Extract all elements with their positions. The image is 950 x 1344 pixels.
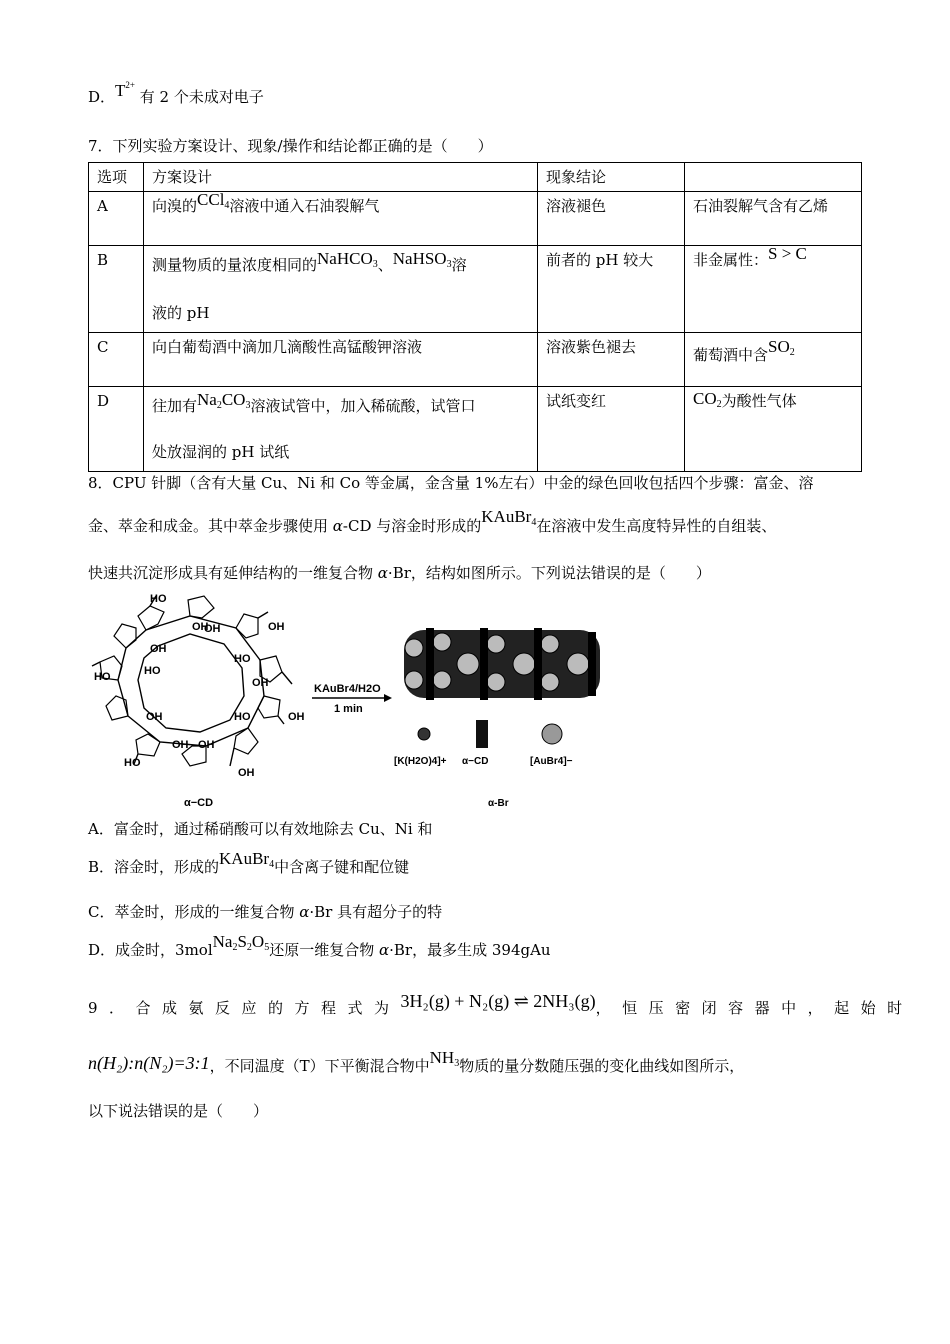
table-row [89, 246, 862, 333]
option-text: 有 2 个未成对电子 [139, 88, 264, 106]
row-d-conclusion: $CO_2$为酸性气体 [685, 387, 862, 472]
row-a-option: A [89, 192, 144, 246]
svg-text:OH: OH [268, 621, 285, 633]
svg-text:OH: OH [198, 739, 215, 751]
q8-figure [88, 588, 608, 810]
q9-line3: 以下说法错误的是（ ） [88, 1102, 269, 1120]
svg-text:OH: OH [238, 767, 255, 779]
svg-text:OH: OH [172, 739, 189, 751]
q8-option-b: B．溶金时，形成的KAuBr$_4$中含离子键和配位键 [88, 849, 410, 876]
row-b-conclusion: 非金属性：S > C [685, 246, 862, 333]
one-d-complex [404, 628, 600, 700]
q7-stem: 7．下列实验方案设计、现象/操作和结论都正确的是（ ） [88, 137, 493, 155]
table-row [89, 387, 862, 472]
reaction-arrow [312, 683, 392, 715]
q8-option-d: D．成金时，$3molNa_2S_2O_5$还原一维复合物 α·Br，最多生成 394gAu [88, 932, 551, 959]
row-d-phenomenon: 试纸变红 [538, 387, 685, 472]
header-phenomenon: 现象结论 [538, 163, 685, 192]
svg-text:OH: OH [150, 643, 167, 655]
row-c-option: C [89, 333, 144, 387]
svg-text:OH: OH [192, 621, 209, 633]
row-a-conclusion: 石油裂解气含有乙烯 [685, 192, 862, 246]
svg-text:HO: HO [150, 593, 167, 605]
svg-text:HO: HO [234, 711, 251, 723]
figure-legend [394, 720, 573, 809]
svg-text:OH: OH [146, 711, 163, 723]
q8-option-a: A．富金时，通过稀硝酸可以有效地除去 Cu、Ni 和 [88, 820, 433, 838]
row-b-option: B [89, 246, 144, 333]
svg-text:OH: OH [204, 623, 221, 635]
ion-symbol: $T^{2+}$ [115, 80, 135, 100]
row-c-conclusion: 葡萄酒中含$SO_2$ [685, 333, 862, 387]
row-c-phenomenon: 溶液紫色褪去 [538, 333, 685, 387]
row-d-design: 往加有$Na_2CO_3$溶液试管中，加入稀硫酸，试管口 处放湿润的 pH 试纸 [144, 387, 538, 472]
q6-option-d [88, 80, 264, 107]
row-d-option: D [89, 387, 144, 472]
q8-option-c: C．萃金时，形成的一维复合物 α·Br 具有超分子的特 [88, 903, 443, 921]
row-a-phenomenon: 溶液褪色 [538, 192, 685, 246]
row-a-design: 向溴的CCl$_4$溶液中通入石油裂解气 [144, 192, 538, 246]
svg-text:HO: HO [234, 653, 251, 665]
q9-ratio: n(H₂):n(N₂)=3:1 [88, 1053, 210, 1073]
q9-line2: n(H₂):n(N₂)=3:1，不同温度（T）下平衡混合物中$NH_3$物质的量分数随压强的变化曲线如图所示， [88, 1048, 745, 1075]
header-option: 选项 [89, 163, 144, 192]
svg-text:HO: HO [124, 757, 141, 769]
svg-text:α−CD: α−CD [462, 756, 489, 767]
q9-line1: 9．合成氨反应的方程式为3H₂(g) + N₂(g) ⇌ 2NH₃(g)，恒压密闭容器中，起始时 [88, 991, 914, 1017]
alpha-cd-caption: α−CD [184, 797, 214, 809]
q8-line2: 金、萃金和成金。其中萃金步骤使用 α-CD 与溶金时形成的KAuBr$_4$在溶液中发生高度特异性的自组装、 [88, 507, 777, 535]
svg-text:OH: OH [252, 677, 269, 689]
q8-line3: 快速共沉淀形成具有延伸结构的一维复合物 α·Br，结构如图所示。下列说法错误的是（ ） [88, 564, 711, 582]
table-row [89, 333, 862, 387]
svg-text:OH: OH [288, 711, 305, 723]
svg-text:KAuBr4/H2O: KAuBr4/H2O [314, 683, 381, 695]
q7-table [88, 162, 862, 472]
header-conclusion [685, 163, 862, 192]
table-row [89, 192, 862, 246]
table-header-row [89, 163, 862, 192]
svg-text:[AuBr4]−: [AuBr4]− [530, 756, 573, 767]
svg-text:1 min: 1 min [334, 703, 363, 715]
svg-text:HO: HO [94, 671, 111, 683]
row-b-design: 测量物质的量浓度相同的NaHCO$_3$、NaHSO$_3$溶 液的 pH [144, 246, 538, 333]
option-label: D． [88, 88, 116, 106]
row-c-design: 向白葡萄酒中滴加几滴酸性高锰酸钾溶液 [144, 333, 538, 387]
q9-equation: 3H₂(g) + N₂(g) ⇌ 2NH₃(g) [400, 991, 596, 1011]
q8-line1: 8．CPU 针脚（含有大量 Cu、Ni 和 Co 等金属，金含量 1%左右）中金的绿色回收包括四个步骤：富金、溶 [88, 474, 814, 492]
row-b-phenomenon: 前者的 pH 较大 [538, 246, 685, 333]
header-design: 方案设计 [144, 163, 538, 192]
svg-text:[K(H2O)4]+: [K(H2O)4]+ [394, 756, 447, 767]
alpha-br-caption: α-Br [488, 798, 509, 809]
svg-text:HO: HO [144, 665, 161, 677]
